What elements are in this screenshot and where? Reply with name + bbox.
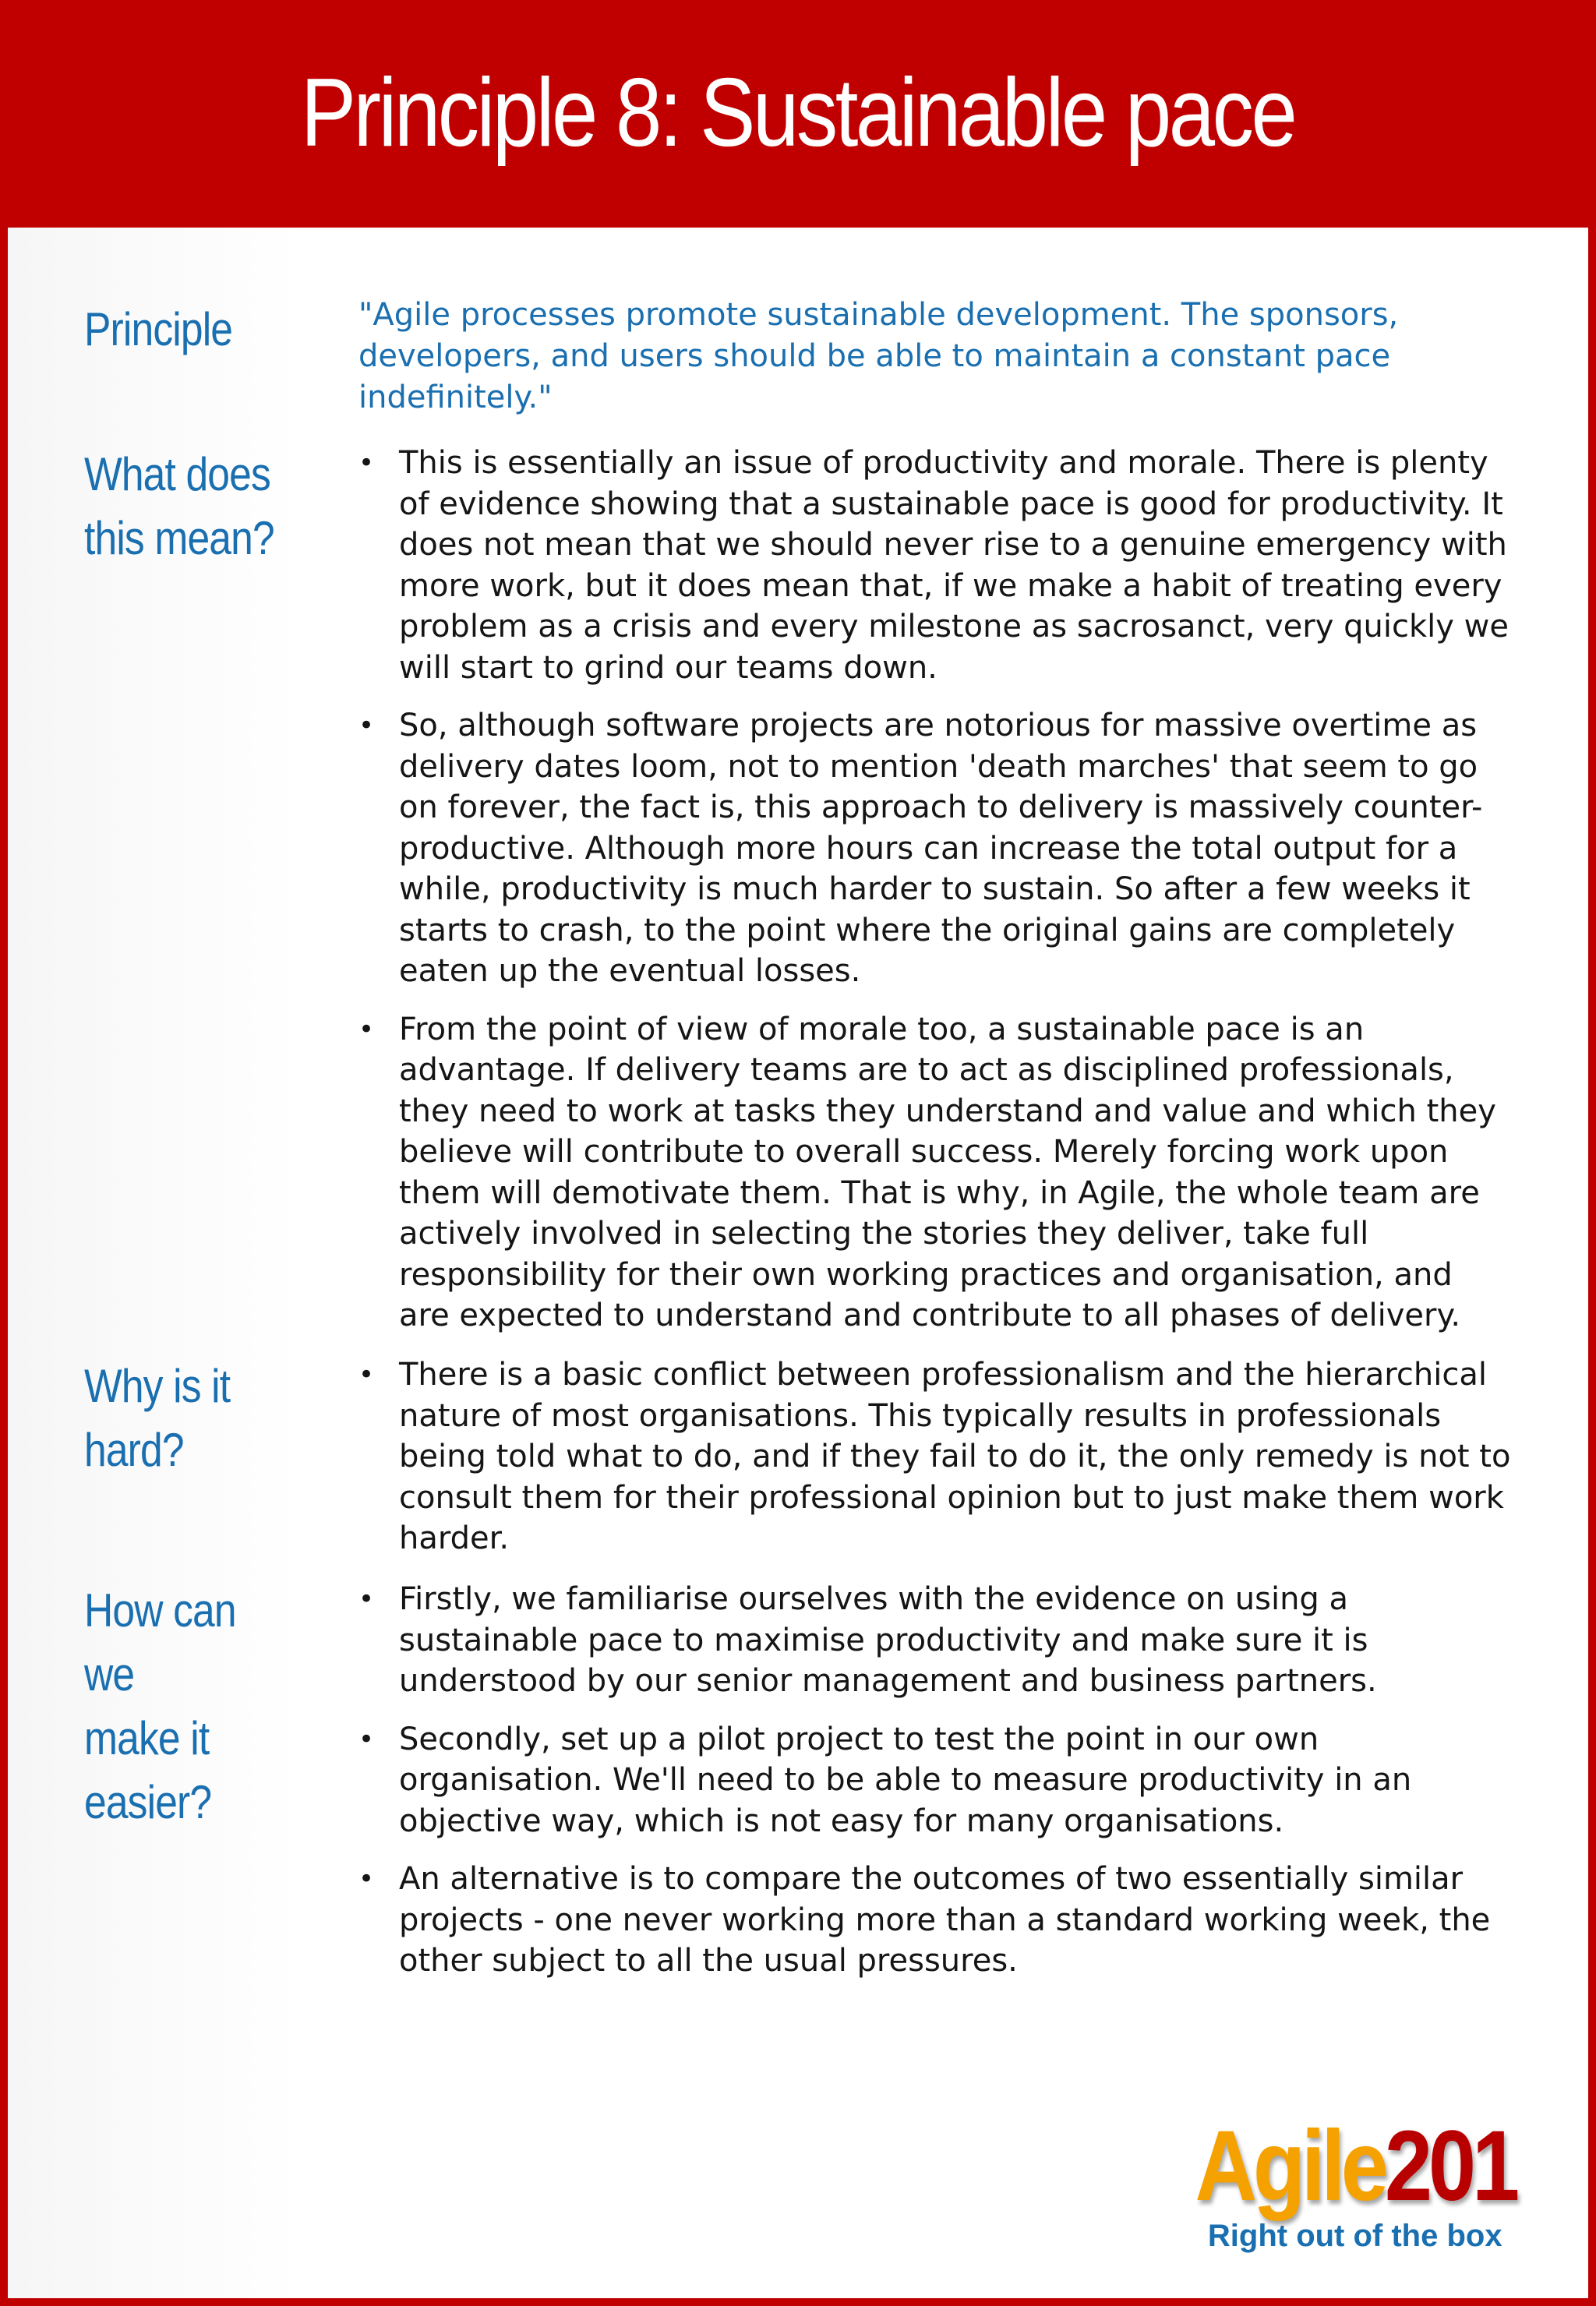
bullet-icon: • xyxy=(358,710,375,741)
bullet-text: So, although software projects are notorious for massive overtime as delivery dates loom, not to mention 'death marches' that seem to go on forever, the fact is, this approach to delivery is massively counter-productive. Although more hours can increase the total output for a while, productivity is much harder to sustain. So after a few weeks it starts to crash, to the point where the original gains are completely eaten up the eventual losses. xyxy=(399,708,1483,989)
bullet-icon: • xyxy=(358,1723,375,1755)
bullet-icon: • xyxy=(358,1359,375,1390)
list-item xyxy=(358,1859,1512,1982)
agile201-logo xyxy=(1169,2110,1542,2254)
bullet-icon: • xyxy=(358,1584,375,1615)
hard-bullet-list xyxy=(358,1354,1512,1577)
logo-wordmark xyxy=(1194,2110,1516,2222)
logo-word-201: 201 xyxy=(1384,2110,1516,2222)
logo-tagline: Right out of the box xyxy=(1207,2219,1502,2253)
bullet-text: Firstly, we familiarise ourselves with the evidence on using a sustainable pace to maximise productivity and make sure it is understood by our senior management and business partners. xyxy=(399,1581,1377,1699)
list-item xyxy=(358,1354,1512,1559)
easier-label xyxy=(84,1579,285,1835)
bullet-text: This is essentially an issue of productivity and morale. There is plenty of evidence showing that a sustainable pace is good for productivity. It does not mean that we should never rise to a genuine emergency with more work, but it does mean that, if we make a habit of treating every problem as a crisis and every milestone as sacrosanct, very quickly we will start to grind our teams down. xyxy=(399,445,1509,686)
hard-label-line: hard? xyxy=(84,1424,184,1476)
meaning-bullet-list xyxy=(358,443,1512,1354)
meaning-label xyxy=(84,443,285,570)
logo-word-agile: Agile xyxy=(1194,2110,1385,2222)
page-title: Principle 8: Sustainable pace xyxy=(301,59,1295,167)
bullet-text: Secondly, set up a pilot project to test the point in our own organisation. We'll need to be able to measure productivity in an objective way, which is not easy for many organisations. xyxy=(399,1721,1412,1839)
easier-bullet-list xyxy=(358,1579,1512,1999)
bullet-icon: • xyxy=(358,1013,375,1045)
bullet-text: There is a basic conflict between professionalism and the hierarchical nature of most organisations. This typically results in professionals being told what to do, and if they fail to do it, the only remedy is not to consult them for their professional opinion but to just make them work harder. xyxy=(399,1357,1511,1556)
list-item xyxy=(358,1579,1512,1702)
easier-label-line: make it xyxy=(84,1712,210,1764)
meaning-label-line: this mean? xyxy=(84,512,274,564)
bullet-text: From the point of view of morale too, a sustainable pace is an advantage. If delivery teams are to act as disciplined professionals, they need to work at tasks they understand and value and which they believe will contribute to overall success. Merely forcing work upon them will demotivate them. That is why, in Agile, the whole team are actively involved in selecting the stories they deliver, take full responsibility for their own working practices and organisation, and are expected to understand and contribute to all phases of delivery. xyxy=(399,1011,1496,1333)
list-item xyxy=(358,1009,1512,1337)
list-item xyxy=(358,1719,1512,1842)
easier-label-line: How can we xyxy=(84,1584,236,1700)
list-item xyxy=(358,705,1512,992)
principle-quote: "Agile processes promote sustainable development. The sponsors, developers, and users should be able to maintain a constant pace indefinitely." xyxy=(358,297,1399,415)
bullet-icon: • xyxy=(358,1863,375,1895)
bullet-text: An alternative is to compare the outcomes of two essentially similar projects - one never working more than a standard working week, the other subject to all the usual pressures. xyxy=(399,1861,1491,1979)
bullet-icon: • xyxy=(358,447,375,479)
principle-label: Principle xyxy=(84,303,233,355)
hard-label xyxy=(84,1354,285,1482)
title-banner xyxy=(0,0,1596,228)
easier-label-line: easier? xyxy=(84,1776,212,1828)
list-item xyxy=(358,443,1512,688)
hard-label-line: Why is it xyxy=(84,1360,231,1412)
meaning-label-line: What does xyxy=(84,448,270,500)
